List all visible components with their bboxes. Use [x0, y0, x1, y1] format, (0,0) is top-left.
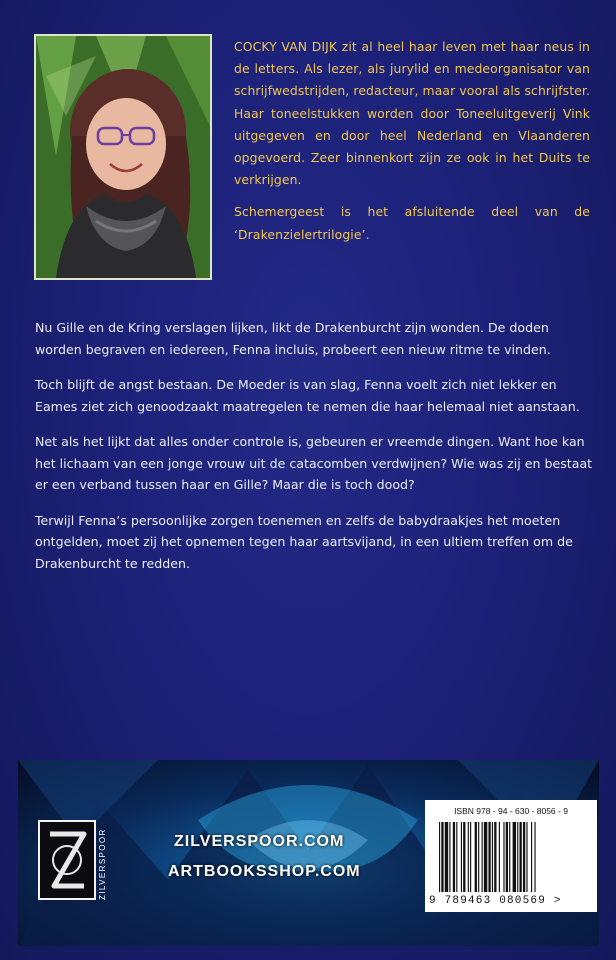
- barcode-bar: [492, 822, 493, 892]
- barcode-bar: [503, 822, 504, 892]
- publisher-url: ZILVERSPOOR.COM: [174, 833, 345, 850]
- barcode-bar: [526, 822, 527, 892]
- isbn-barcode: [425, 800, 597, 912]
- author-photo: [34, 34, 212, 280]
- barcode-bar: [517, 822, 518, 892]
- barcode-bar: [513, 822, 516, 892]
- barcode-bar: [482, 822, 483, 892]
- blurb-paragraph: Net als het lijkt dat alles onder controle is, gebeuren er vreemde dingen. Want hoe kan het lichaam van een jonge vrouw uit de catacomben verdwijnen? Wie was zij en bestaat er een verband tussen haar en Gille? Maar die is toch dood?: [35, 434, 593, 492]
- bio-paragraph: Schemergeest is het afsluitende deel van de ‘Drakenzielertrilogie’.: [234, 204, 590, 242]
- barcode-bar: [506, 822, 508, 892]
- barcode-bar: [484, 822, 487, 892]
- barcode-bar: [509, 822, 510, 892]
- bio-paragraph: COCKY VAN DIJK zit al heel haar leven met haar neus in de letters. Als lezer, als jurylid en medeorganisator van schrijfwedstrijden, redacteur, maar vooral als schrijfster. Haar toneelstukken worden door Toneeluitgeverij Vink uitgegeven en door heel Nederland en Vlaanderen opgevoerd. Zeer binnenkort zijn ze ook in het Duits te verkrijgen.: [234, 39, 590, 188]
- barcode-bar: [461, 822, 462, 892]
- barcode-bar: [468, 822, 469, 892]
- publisher-logo: [38, 820, 96, 900]
- barcode-bar: [534, 822, 535, 892]
- barcode-bar: [463, 822, 465, 892]
- barcode-bar: [499, 822, 500, 892]
- barcode-bar: [470, 822, 471, 892]
- author-bio: [234, 36, 590, 256]
- barcode-bar: [494, 822, 496, 892]
- barcode-bar: [478, 822, 479, 892]
- publisher-name-vertical: ZILVERSPOOR: [98, 828, 107, 900]
- barcode-bar: [441, 822, 443, 892]
- barcode-bar: [445, 822, 448, 892]
- barcode-bar: [453, 822, 455, 892]
- barcode-bar: [475, 822, 477, 892]
- shop-url: ARTBOOKSSHOP.COM: [168, 863, 361, 880]
- barcode-bar: [531, 822, 532, 892]
- blurb-paragraph: Terwijl Fenna’s persoonlijke zorgen toenemen en zelfs de babydraakjes het moeten ontgelden, moet zij het opnemen tegen haar aartsvijand, in een ultiem treffen om de Drakenburcht te redden.: [35, 512, 573, 571]
- book-blurb: [35, 317, 595, 588]
- barcode-bar: [488, 822, 490, 892]
- barcode-bar: [439, 822, 440, 892]
- barcode-digits: 9 789463 080569 >: [429, 895, 562, 907]
- blurb-paragraph: Nu Gille en de Kring verslagen lijken, likt de Drakenburcht zijn wonden. De doden worden begraven en iedereen, Fenna incluis, probeert een nieuw ritme te vinden.: [35, 320, 551, 357]
- blurb-paragraph: Toch blijft de angst bestaan. De Moeder is van slag, Fenna voelt zich niet lekker en Eames ziet zich genoodzaakt maatregelen te nemen die haar helemaal niet aanstaan.: [35, 377, 580, 414]
- barcode-bar: [520, 822, 522, 892]
- barcode-bar: [523, 822, 525, 892]
- isbn-label: ISBN 978 - 94 - 630 - 8056 - 9: [454, 806, 568, 816]
- barcode-bar: [456, 822, 457, 892]
- barcode-bar: [449, 822, 450, 892]
